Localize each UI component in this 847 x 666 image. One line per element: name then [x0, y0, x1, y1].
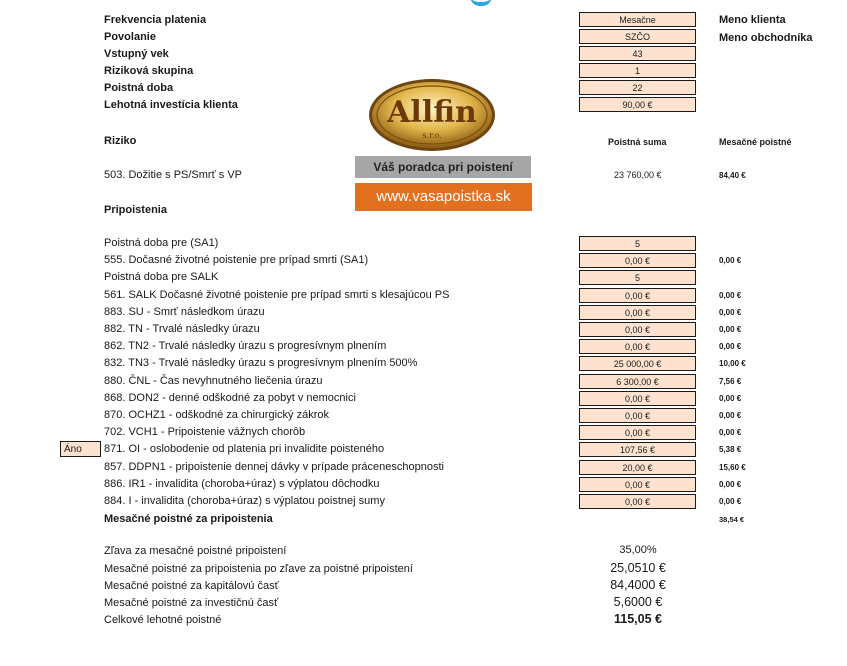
rider-label: 886. IR1 - invalidita (choroba+úraz) s výplatou dôchodku [104, 478, 380, 490]
logo-sub-text: s.r.o. [422, 131, 442, 140]
rider-value-field[interactable]: 0,00 € [579, 425, 696, 440]
rider-label: 832. TN3 - Trvalé následky úrazu s progresívnym plnením 500% [104, 357, 418, 369]
rider-premium: 0,00 € [719, 497, 742, 506]
rider-value-field[interactable]: 0,00 € [579, 477, 696, 492]
riders-total-premium: 38,54 € [719, 515, 745, 524]
risk-group-field[interactable]: 1 [579, 63, 696, 78]
rider-label: Poistná doba pre SALK [104, 271, 219, 283]
rider-label: 561. SALK Dočasné životné poistenie pre prípad smrti s klesajúcou PS [104, 289, 450, 301]
website-banner[interactable]: www.vasapoistka.sk [355, 183, 532, 211]
rider-value-field[interactable]: 5 [579, 236, 696, 251]
summary-total-value: 115,05 € [614, 612, 662, 626]
field-label-age: Vstupný vek [104, 48, 169, 60]
rider-premium: 10,00 € [719, 359, 746, 368]
rider-premium: 7,56 € [719, 377, 742, 386]
rider-value-field[interactable]: 0,00 € [579, 494, 696, 509]
col-header-sum: Poistná suma [608, 137, 667, 147]
riders-heading: Pripoistenia [104, 204, 167, 216]
agent-name-label: Meno obchodníka [719, 32, 813, 44]
tagline-banner: Váš poradca pri poistení [355, 156, 531, 178]
summary-capital-value: 84,4000 € [610, 578, 666, 592]
rider-value-field[interactable]: 5 [579, 270, 696, 285]
field-label-term: Poistná doba [104, 82, 174, 94]
summary-label-riders-after-discount: Mesačné poistné za pripoistenia po zľave za poistné pripoistení [104, 563, 413, 575]
title-fragment [470, 0, 492, 6]
client-name-label: Meno klienta [719, 14, 786, 26]
allfin-logo [368, 78, 496, 152]
rider-premium: 0,00 € [719, 342, 742, 351]
field-label-risk-group: Riziková skupina [104, 65, 194, 77]
rider-label: 555. Dočasné životné poistenie pre prípad smrti (SA1) [104, 254, 369, 266]
rider-label: 871. OI - oslobodenie od platenia pri invalidite poisteného [104, 443, 385, 455]
rider-label: Poistná doba pre (SA1) [104, 237, 219, 249]
rider-label: 702. VCH1 - Pripoistenie vážnych chorôb [104, 426, 306, 438]
field-label-occupation: Povolanie [104, 31, 156, 43]
main-risk-sum: 23 760,00 € [614, 170, 662, 180]
main-risk-label: 503. Dožitie s PS/Smrť s VP [104, 169, 243, 181]
rider-flag-field[interactable]: Áno [60, 441, 101, 457]
rider-value-field[interactable]: 107,56 € [579, 442, 696, 457]
main-risk-premium: 84,40 € [719, 171, 746, 180]
rider-value-field[interactable]: 0,00 € [579, 408, 696, 423]
rider-premium: 0,00 € [719, 325, 742, 334]
rider-premium: 0,00 € [719, 291, 742, 300]
rider-label: 857. DDPN1 - pripoistenie dennej dávky v prípade práceneschopnosti [104, 461, 444, 473]
rider-premium: 0,00 € [719, 256, 742, 265]
logo-brand-text: Allfin [387, 95, 477, 130]
rider-premium: 0,00 € [719, 308, 742, 317]
summary-label-total: Celkové lehotné poistné [104, 614, 222, 626]
rider-value-field[interactable]: 0,00 € [579, 288, 696, 303]
summary-discount-value: 35,00% [619, 544, 657, 556]
age-field[interactable]: 43 [579, 46, 696, 61]
rider-label: 882. TN - Trvalé následky úrazu [104, 323, 260, 335]
rider-label: 880. ČNL - Čas nevyhnutného liečenia úrazu [104, 375, 323, 387]
rider-value-field[interactable]: 25 000,00 € [579, 356, 696, 371]
riders-total-label: Mesačné poistné za pripoistenia [104, 513, 273, 525]
rider-premium: 0,00 € [719, 480, 742, 489]
rider-label: 868. DON2 - denné odškodné za pobyt v nemocnici [104, 392, 356, 404]
rider-value-field[interactable]: 0,00 € [579, 305, 696, 320]
rider-label: 884. I - invalidita (choroba+úraz) s výplatou poistnej sumy [104, 495, 385, 507]
summary-label-capital: Mesačné poistné za kapitálovú časť [104, 580, 279, 592]
risk-heading: Riziko [104, 135, 137, 147]
rider-value-field[interactable]: 6 300,00 € [579, 374, 696, 389]
rider-label: 870. OCHZ1 - odškodné za chirurgický zákrok [104, 409, 329, 421]
rider-value-field[interactable]: 0,00 € [579, 253, 696, 268]
summary-label-discount: Zľava za mesačné poistné pripoistení [104, 545, 287, 557]
field-label-investment: Lehotná investícia klienta [104, 99, 238, 111]
investment-field[interactable]: 90,00 € [579, 97, 696, 112]
rider-value-field[interactable]: 0,00 € [579, 391, 696, 406]
rider-label: 862. TN2 - Trvalé následky úrazu s progresívnym plnením [104, 340, 387, 352]
summary-label-investment: Mesačné poistné za investičnú časť [104, 597, 279, 609]
term-field[interactable]: 22 [579, 80, 696, 95]
rider-value-field[interactable]: 0,00 € [579, 339, 696, 354]
frequency-field[interactable]: Mesačne [579, 12, 696, 27]
summary-riders-after-discount-value: 25,0510 € [610, 561, 666, 575]
rider-premium: 0,00 € [719, 411, 742, 420]
rider-premium: 5,38 € [719, 445, 742, 454]
col-header-premium: Mesačné poistné [719, 137, 792, 147]
rider-premium: 0,00 € [719, 394, 742, 403]
rider-premium: 0,00 € [719, 428, 742, 437]
occupation-field[interactable]: SZČO [579, 29, 696, 44]
rider-premium: 15,60 € [719, 463, 746, 472]
rider-value-field[interactable]: 20,00 € [579, 460, 696, 475]
rider-label: 883. SU - Smrť následkom úrazu [104, 306, 265, 318]
summary-investment-value: 5,6000 € [613, 595, 663, 609]
field-label-frequency: Frekvencia platenia [104, 14, 207, 26]
rider-value-field[interactable]: 0,00 € [579, 322, 696, 337]
